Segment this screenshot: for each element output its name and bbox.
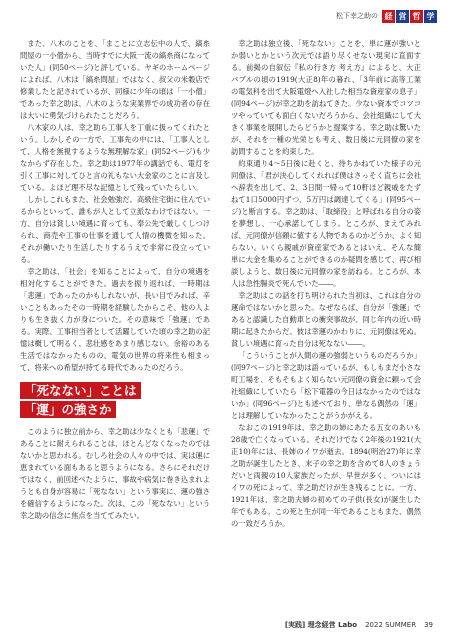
right-column	[231, 38, 421, 530]
tag-char-4: 学	[424, 10, 437, 23]
page-footer	[285, 620, 433, 630]
paragraph: 八木家の人は、幸之助ら工事人を丁重に扱ってくれたという。しかしその一方で、工事先の中には、「工事人として、人格を無視するような無理解な家」(同52ページ)も少なからず存在した。幸之助は1977年の講話でも、電灯を引く工事に対してひと言の礼もない大金家のことに言及している。よほど理不尽な記憶として残っていたらしい。	[20, 123, 210, 192]
tag-char-2: 営	[396, 10, 409, 23]
paragraph: このように独立前から、幸之助は少なくとも「悲運」であることに耐えられることは、ほとんどなくなったのではないかと思われる。むしろ社会の人々の中では、実は運に恵まれている面もあると思うようになる。さらにそれだけではなく、前回述べたように、事故や病気に巻き込まれようとも自身が容易に「死なない」という事実に、運の強さを確信するようになった。次は、この「死なない」という幸之助の信念に焦点を当ててみたい。	[20, 427, 210, 520]
page-number: 39	[424, 621, 433, 629]
tag-char-1: 経	[382, 10, 395, 23]
magazine-title: [実践] 理念経営 Labo	[284, 621, 358, 629]
left-column	[20, 38, 210, 522]
paragraph: 幸之助は、「社会」を知ることによって、自分の境遇を相対化することができた。過去を振り返れば、一時期は「悲運」であったのかもしれないが、長い目でみれば、辛いこともあったその一時期を経験したからこそ、他の人よりも生き抜く力が身についた。その意味で「強運」である。実際、工事担当者として活躍していた頃の幸之助の記憶は概して明るく、悲壮感をあまり感じない。余裕のある生活ではなかったものの、電気の世界の将来性も相まって、将来への希望が持てる時代であったのだろう。	[20, 267, 210, 372]
series-tag	[382, 10, 437, 23]
paragraph: なおこの1919年は、幸之助の姉にあたる五女のあいも28歳で亡くなっている。それだけでなく2年後の1921(大正10)年には、長姉のイワが逝去。1894(明治27)年に幸之助が誕生したとき、末子の幸之助を含めて8人のきょうだいと両親の10人家族だったが、早世が多く、ついにはイワの死によって、幸之助だけが生き残ることに。一方、1921年は、幸之助夫婦の初めての子供(長女)が誕生した年でもある。この死と生が同一年であることもまた、偶然の一致だろうか。	[231, 423, 421, 528]
series-label: 松下幸之助の	[336, 12, 378, 20]
paragraph: 約束通り4〜5日後に赴くと、待ちかねていた様子の元同僚は、「君が決心してくれれば僕はさっそく直ちに会社へ辞表を出して、2、3日間一帰って10軒ほど親戚をたずねて1口5000円ずつ、5万円は調達してくる」(同95ページ)と断言する。幸之助は、「取締役」と呼ばれる自分の姿を夢想し、一心承諾してしまう。ところが、まえてみれば、元同僚が信頼に値する人物であるのかどうか、よく知らない。いくら親戚が資産家であるとはいえ、そんな簡単に大金を集めることができるのか疑問を感じて、再び相談しようと、数日後に元同僚の家を訪ねる。ところが、本人は急性腸炎で死んでいた――。	[231, 159, 421, 288]
section-heading	[20, 382, 210, 420]
paragraph: また、八木のことを、「まことに立志伝中の人で、縞糸問屋の一小僧から、当時すでに大阪一流の縞糸商になっていた人」(同50ページ)と評している。ヤギのホームページによれば、八木は「縞糸問屋」ではなく、叔父の米穀店で修業したと記されているが、同様に少年の頃は「一小僧」であった幸之助は、八木のような実業界での成功者の存在は大いに勇気づけられたことだろう。	[20, 39, 210, 120]
section-heading-line-2: 「運」の強さか	[20, 401, 116, 418]
section-heading-line-1: 「死なない」ことは	[20, 382, 141, 399]
paragraph: しかしこれもまた、社会勉強だ。高級住宅街に住んでいるからといって、誰もが人として立派なわけではない。一方、自分は貧しい境遇に育っても、奉公先で厳しくしつけられ、商売や工事の仕事を通して人情の機微を知った。それが働いたり生活したりするうえで非常に役立っている。	[20, 195, 210, 264]
tag-char-3: 哲	[410, 10, 423, 23]
paragraph: 幸之助はこの話を打ち明けられた当初は、これは自分の運命ではないかと思った。なぜならば、自分が「強運」であると認識した自動車との衝突事故が、同じ年内の近い時期に起きたからだ。彼は幸運のかわりに、元同僚は死ぬ。貧しい境遇に育った自分は死なない――。	[231, 291, 421, 348]
paragraph: 「こういうことが入間の運の強弱というものだろうか」(同97ページ)と幸之助は語っているが、もしもまだ小さな町工場を、そもそもよく知らない元同僚の資金に頼って会社組織にしていたら「松下電器の今日はなかったのではないか」(同96ページ)とも述べており、単なる偶然の「運」とは理解していなかったことがうかがえる。	[231, 351, 421, 420]
page-header	[336, 8, 437, 24]
paragraph: 幸之助は独立後、「死なない」ことを、単に運が強いとか弱いとかという次元では語り尽くせない現実に直面する。前掲の自叙伝『私の行き方 考え方』によると、大正バブルの頃の1919(大正8)年の暮れ、「3年前に高等工業の電気科を出て大阪電燈へ入社した相当な資産家の息子」(同94ページ)が幸之助を訪ねてきた。少ない資本でコツコツやっていても面白くないだろうから、会社組織にして大きく事業を展開したらどうかと提案する。幸之助は驚いたが、それを一種の光栄とも考え、数日後に元同僚の家を訪問することを約束した。	[231, 39, 421, 156]
issue-label: 2022 SUMMER	[365, 621, 417, 629]
